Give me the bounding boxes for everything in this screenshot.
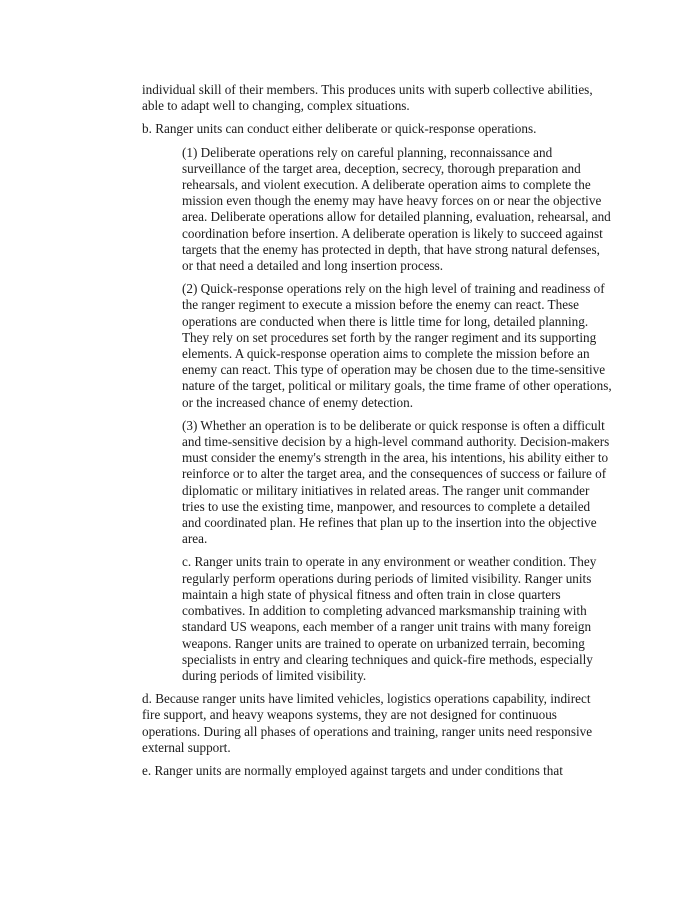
document-body bbox=[142, 82, 612, 786]
paragraph-e: e. Ranger units are normally employed against targets and under conditions that bbox=[142, 762, 563, 778]
paragraph-b1-deliberate-operations: (1) Deliberate operations rely on careful planning, reconnaissance and surveillance of the target area, deception, secrecy, thorough preparation and rehearsals, and violent execution. A deliberate operation aims to complete the mission even though the enemy may have heavy forces on or near the objective area. Deliberate operations allow for detailed planning, evaluation, rehearsal, and coordination before insertion. A deliberate operation is likely to succeed against targets that the enemy has protected in depth, that have strong natural defenses, or that need a detailed and long insertion process. bbox=[182, 144, 611, 274]
paragraph-b2-quick-response-operations: (2) Quick-response operations rely on the high level of training and readiness of the ranger regiment to execute a mission before the enemy can react. These operations are conducted when there is little time for long, detailed planning. They rely on set procedures set forth by the ranger regiment and its supporting elements. A quick-response operation aims to complete the mission before an enemy can react. This type of operation may be chosen due to the time-sensitive nature of the target, political or military goals, the time frame of other operations, or the increased chance of enemy detection. bbox=[182, 281, 612, 410]
paragraph-intro-continuation: individual skill of their members. This produces units with superb collective abilities, able to adapt well to changing, complex situations. bbox=[142, 82, 593, 114]
paragraph-c: c. Ranger units train to operate in any environment or weather condition. They regularly perform operations during periods of limited visibility. Ranger units maintain a high state of physical fitness and often train in close quarters combatives. In addition to completing advanced marksmanship training with standard US weapons, each member of a ranger unit trains with many foreign weapons. Ranger units are trained to operate on urbanized terrain, becoming specialists in entry and clearing techniques and quick-fire methods, especially during periods of limited visibility. bbox=[182, 554, 597, 683]
paragraph-b: b. Ranger units can conduct either deliberate or quick-response operations. bbox=[142, 121, 537, 137]
paragraph-b3-decision: (3) Whether an operation is to be deliberate or quick response is often a difficult and time-sensitive decision by a high-level command authority. Decision-makers must consider the enemy's strength in the area, his intentions, his ability either to reinforce or to alter the target area, and the consequences of success or failure of diplomatic or military initiatives in related areas. The ranger unit commander tries to use the existing time, manpower, and resources to complete a detailed and coordinated plan. He refines that plan up to the insertion into the objective area. bbox=[182, 417, 610, 547]
paragraph-d: d. Because ranger units have limited vehicles, logistics operations capability, indirect fire support, and heavy weapons systems, they are not designed for continuous operations. During all phases of operations and training, ranger units need responsive external support. bbox=[142, 691, 593, 755]
